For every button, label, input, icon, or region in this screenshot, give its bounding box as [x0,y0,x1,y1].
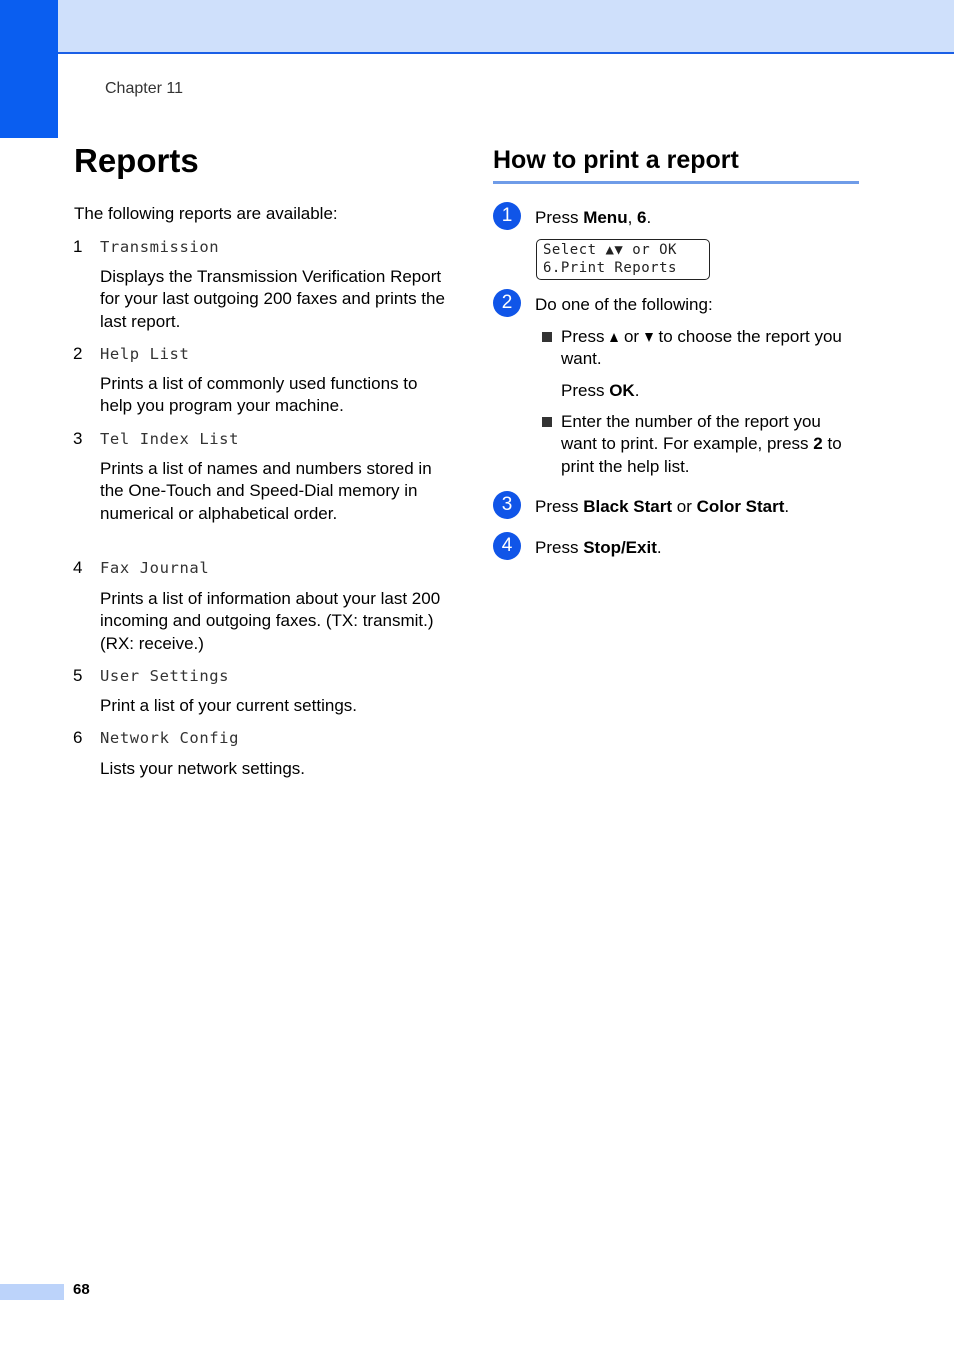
step-badge: 3 [493,491,521,519]
step-badge: 1 [493,202,521,230]
up-arrow-icon [610,333,618,342]
chapter-label: Chapter 11 [105,80,183,97]
step-badge: 2 [493,289,521,317]
page-title: Reports [74,142,199,179]
list-item-number: 2 [73,344,83,363]
chapter-tab [0,0,58,138]
list-item-code: Network Config [100,729,240,747]
list-item-description: Prints a list of commonly used functions to help you program your machine. [100,374,418,416]
list-item-number: 4 [73,558,83,577]
step-text: Press Menu, 6. [535,208,652,227]
list-item-description: Prints a list of information about your last 200 incoming and outgoing faxes. (TX: transmit.) (RX: receive.) [100,589,441,653]
heading-rule [493,181,859,184]
step-text: Press Stop/Exit. [535,538,662,557]
lcd-display [536,239,710,280]
step-text: Do one of the following: [535,295,713,314]
option-text: Enter the number of the report you want to print. For example, press 2 to print the help list. [561,412,842,476]
intro-text: The following reports are available: [74,204,338,223]
step-badge: 4 [493,532,521,560]
list-item-code: Help List [100,345,190,363]
list-item-code: Fax Journal [100,559,210,577]
down-arrow-icon [645,333,653,342]
section-heading: How to print a report [493,146,739,174]
list-item-description: Print a list of your current settings. [100,696,357,715]
list-item-description: Displays the Transmission Verification Report for your last outgoing 200 faxes and prints the last report. [100,267,445,331]
footer-band [0,1284,64,1300]
list-item-code: User Settings [100,667,230,685]
option-text: Press or to choose the report you want. [561,327,842,369]
bullet-square [542,332,552,342]
list-item-code: Tel Index List [100,430,240,448]
step-text: Press Black Start or Color Start. [535,497,790,516]
lcd-line-2: 6.Print Reports [543,260,677,276]
list-item-description: Prints a list of names and numbers stored in the One-Touch and Speed-Dial memory in numerical or alphabetical order. [100,459,432,523]
header-band [0,0,954,54]
lcd-line-1: Select ▲▼ or OK [543,242,677,258]
list-item-code: Transmission [100,238,220,256]
page-number: 68 [73,1281,90,1298]
list-item-number: 6 [73,728,83,747]
list-item-number: 3 [73,429,83,448]
bullet-square [542,417,552,427]
list-item-description: Lists your network settings. [100,759,306,778]
list-item-number: 1 [73,237,83,256]
list-item-number: 5 [73,666,83,685]
option-subtext: Press OK. [561,381,640,400]
